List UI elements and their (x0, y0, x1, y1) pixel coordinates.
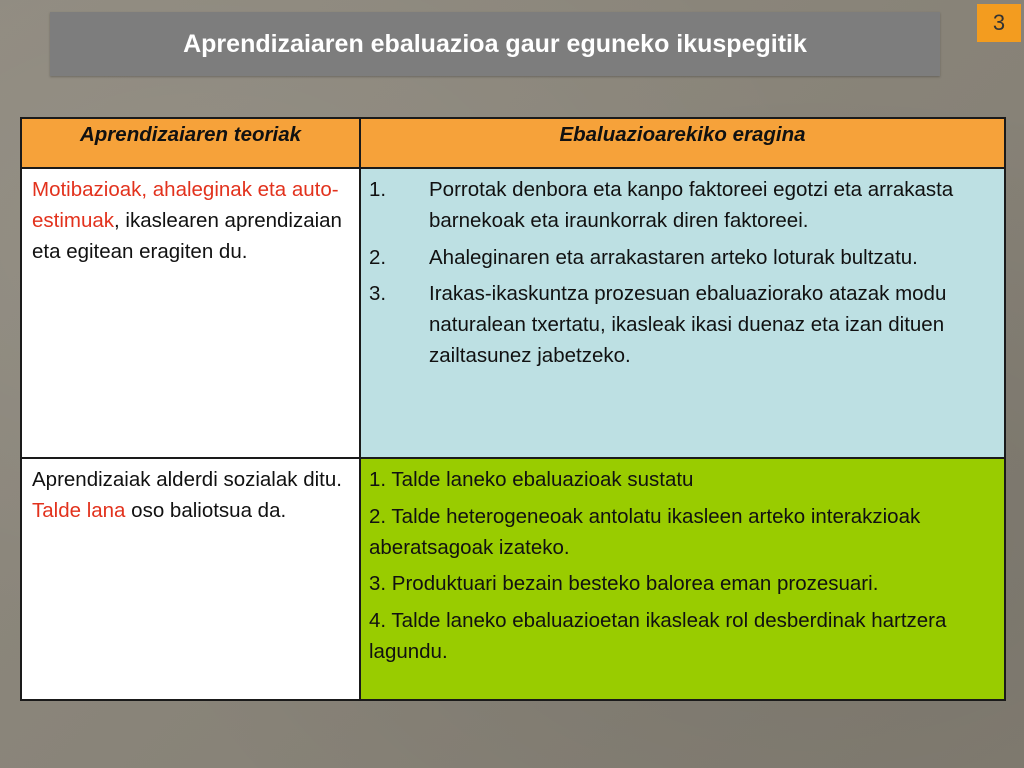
list-item-text: Porrotak denbora eta kanpo faktoreei egotzi eta arrakasta barnekoak eta iraunkorrak diren faktoreei. (429, 178, 954, 232)
list-item (369, 279, 996, 371)
list-item-text: Ahaleginaren eta arrakastaren arteko loturak bultzatu. (429, 245, 918, 269)
comparison-table (20, 117, 1006, 701)
theory-cell-social (21, 458, 360, 700)
header-impact: Ebaluazioarekiko eragina (360, 118, 1005, 168)
list-item: 2. Talde heterogeneoak antolatu ikasleen arteko interakzioak aberatsagoak izateko. (369, 504, 921, 559)
theory-text: , ikaslearen aprendizaian eta egitean eragiten du. (32, 208, 342, 263)
slide-title: Aprendizaiaren ebaluazioa gaur eguneko ikuspegitik (183, 29, 807, 58)
theory-highlight: Talde lana (32, 498, 126, 522)
list-item (369, 175, 996, 237)
table-row (21, 168, 1005, 458)
table-row (21, 458, 1005, 700)
theory-cell-motivation (21, 168, 360, 458)
list-item-text: Irakas-ikaskuntza prozesuan ebaluaziorako atazak modu naturalean txertatu, ikasleak ikasi duenaz eta izan dituen zailtasunez jabetzeko. (429, 282, 947, 367)
impact-cell-social (360, 458, 1005, 700)
list-item: 3. Produktuari bezain besteko balorea eman prozesuari. (369, 572, 879, 596)
header-theories: Aprendizaiaren teoriak (21, 118, 360, 168)
theory-text: oso baliotsua da. (125, 498, 287, 522)
table-header-row (21, 118, 1005, 168)
theory-highlight: Motibazioak, ahaleginak eta auto-estimuak (32, 178, 339, 232)
page-number: 3 (992, 10, 1006, 35)
impact-cell-motivation (360, 168, 1005, 458)
list-item-number: 3. (369, 282, 387, 306)
list-item: 4. Talde laneko ebaluazioetan ikasleak rol desberdinak hartzera lagundu. (369, 609, 947, 663)
list-item-number: 1. (369, 178, 387, 201)
page-number-badge (977, 4, 1021, 42)
list-item (369, 243, 996, 274)
list-item-number: 2. (369, 245, 387, 269)
theory-text: Aprendizaiak alderdi sozialak ditu. (32, 468, 342, 491)
impact-list (369, 175, 996, 372)
slide-title-bar (50, 12, 940, 76)
list-item: 1. Talde laneko ebaluazioak sustatu (369, 468, 694, 491)
